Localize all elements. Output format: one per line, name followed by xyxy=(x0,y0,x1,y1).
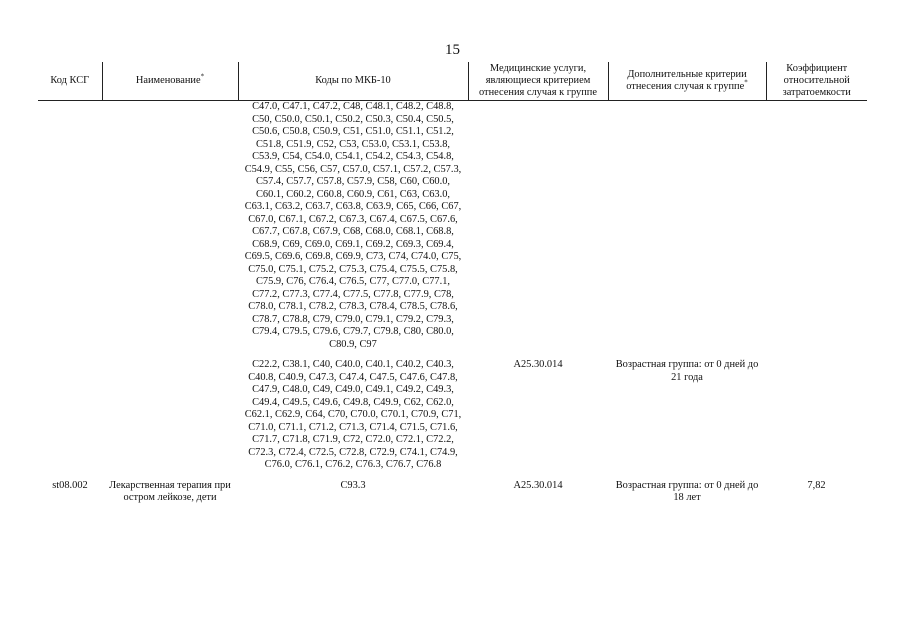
cell-code xyxy=(38,101,102,352)
cell-code xyxy=(38,359,102,472)
cell-name xyxy=(102,359,238,472)
cell-coef: 7,82 xyxy=(807,479,826,491)
cell-name: Лекарственная терапия при остром лейкозе, дети xyxy=(109,479,231,503)
header-criteria: Дополнительные критерии отнесения случая к группе* xyxy=(608,62,766,101)
header-code: Код КСГ xyxy=(38,62,102,101)
table-row xyxy=(38,359,867,472)
header-icd: Коды по МКБ-10 xyxy=(238,62,468,101)
cell-criteria: Возрастная группа: от 0 дней до 18 лет xyxy=(615,479,759,503)
page-number: 15 xyxy=(445,42,460,58)
header-services: Медицинские услуги, являющиеся критерием отнесения случая к группе xyxy=(468,62,608,101)
cell-icd: C93.3 xyxy=(340,479,366,491)
cell-criteria xyxy=(608,101,766,352)
cell-icd: C22.2, C38.1, C40, C40.0, C40.1, C40.2, C40.3, C40.8, C40.9, C47.3, C47.4, C47.5, C47.6, C47.8, C47.9, C48.0, C49, C49.0, C49.1, C49.2, C49.3, C49.4, C49.5, C49.6, C49.8, C49.9, C62, C62.0, C62.1, C62.9, C64, C70, C70.0, C70.1, C70.9, C71, C71.0, C71.1, C71.2, C71.3, C71.4, C71.5, C71.6, C71.7, C71.8, C71.9, C72, C72.0, C72.1, C72.2, C72.3, C72.4, C72.5, C72.8, C72.9, C74.1, C74.9, C76.0, C76.1, C76.2, C76.3, C76.7, C76.8 xyxy=(244,359,462,470)
cell-criteria: Возрастная группа: от 0 дней до 21 года xyxy=(615,359,759,383)
header-coef: Коэффициент относительной затратоемкости xyxy=(766,62,867,101)
cell-coef xyxy=(766,101,867,352)
ksg-table xyxy=(38,62,867,505)
cell-icd: C47.0, C47.1, C47.2, C48, C48.1, C48.2, C48.8, C50, C50.0, C50.1, C50.2, C50.3, C50.4, C50.5, C50.6, C50.8, C50.9, C51, C51.0, C51.1, C51.2, C51.8, C51.9, C52, C53, C53.0, C53.1, C53.8, C53.9, C54, C54.0, C54.1, C54.2, C54.3, C54.8, C54.9, C55, C56, C57, C57.0, C57.1, C57.2, C57.3, C57.4, C57.7, C57.8, C57.9, C58, C60, C60.0, C60.1, C60.2, C60.8, C60.9, C61, C63, C63.0, C63.1, C63.2, C63.7, C63.8, C63.9, C65, C66, C67, C67.0, C67.1, C67.2, C67.3, C67.4, C67.5, C67.6, C67.7, C67.8, C67.9, C68, C68.0, C68.1, C68.8, C68.9, C69, C69.0, C69.1, C69.2, C69.3, C69.4, C69.5, C69.6, C69.8, C69.9, C73, C74, C74.0, C75, C75.0, C75.1, C75.2, C75.3, C75.4, C75.5, C75.8, C75.9, C76, C76.4, C76.5, C77, C77.0, C77.1, C77.2, C77.3, C77.4, C77.5, C77.8, C77.9, C78, C78.0, C78.1, C78.2, C78.3, C78.4, C78.5, C78.6, C78.7, C78.8, C79, C79.0, C79.1, C79.2, C79.3, C79.4, C79.5, C79.6, C79.7, C79.8, C80, C80.0, C80.9, C97 xyxy=(244,101,462,350)
cell-name xyxy=(102,101,238,352)
footnote-mark: * xyxy=(200,72,205,81)
cell-code: st08.002 xyxy=(52,479,88,491)
footnote-mark: * xyxy=(744,78,748,87)
table-row xyxy=(38,480,867,505)
header-name: Наименование* xyxy=(102,62,238,101)
table-header-row xyxy=(38,62,867,101)
cell-services xyxy=(468,101,608,352)
cell-services: A25.30.014 xyxy=(513,479,563,491)
cell-services: A25.30.014 xyxy=(513,359,563,370)
table-row xyxy=(38,101,867,352)
cell-coef xyxy=(766,359,867,472)
